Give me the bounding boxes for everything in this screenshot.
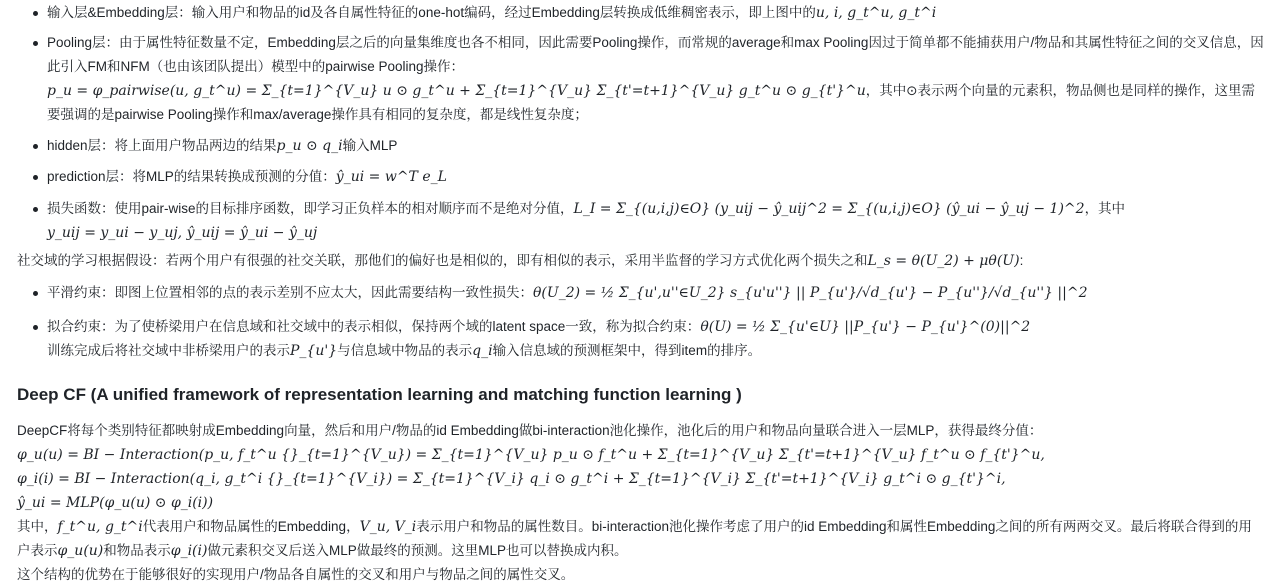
list-item — [47, 134, 1264, 158]
equation-prediction: ŷ_ui = MLP(φ_u(u) ⊙ φ_i(i)) — [17, 495, 214, 511]
bullet-text-after: 输入MLP — [342, 138, 398, 153]
math-formula: θ(U_2) = ½ Σ_{u',u''∈U_2} s_{u'u''} || P_{u'}/√d_{u'} − P_{u''}/√d_{u''} ||^2 — [533, 285, 1088, 301]
equation-user: φ_u(u) = BI − Interaction(p_u, f_t^u {}_{t=1}^{V_u}) = Σ_{t=1}^{V_u} p_u ⊙ f_t^u + Σ_{t=1}^{V_u} Σ_{t'=t+1}^{V_u} f_t^u ⊙ f_{t'}^u, — [17, 447, 1045, 463]
conclusion-paragraph: 这个结构的优势在于能够很好的实现用户/物品各自属性的交叉和用户与物品之间的属性交叉。 — [17, 567, 575, 582]
bullet-text: prediction层：将MLP的结果转换成预测的分值： — [47, 169, 336, 184]
list-item — [47, 197, 1264, 245]
social-paragraph — [0, 249, 1264, 273]
top-bullet-list — [0, 0, 1264, 245]
bullet-text: 平滑约束：即图上位置相邻的点的表示差别不应太大，因此需要结构一致性损失： — [47, 285, 533, 300]
list-item — [47, 165, 1264, 189]
math-formula: u, i, g_t^u, g_t^i — [815, 5, 937, 21]
list-item — [47, 315, 1264, 339]
note-text: 训练完成后将社交域中非桥梁用户的表示 — [47, 343, 290, 358]
explain-paragraph — [0, 515, 1264, 563]
bullet-text: 损失函数：使用pair-wise的目标排序函数，即学习正负样本的相对顺序而不是绝对分值， — [47, 201, 574, 216]
explain-text: 和物品表示 — [103, 543, 171, 558]
math-formula: p_u = φ_pairwise(u, g_t^u) = Σ_{t=1}^{V_u} u ⊙ g_t^u + Σ_{t=1}^{V_u} Σ_{t'=t+1}^{V_u} g_t^u ⊙ g_{t'}^u — [47, 83, 866, 99]
bullet-text: 拟合约束：为了使桥梁用户在信息域和社交域中的表示相似，保持两个域的latent space一致，称为拟合约束： — [47, 319, 701, 334]
math-formula: φ_u(u) — [57, 543, 104, 559]
explain-text: 代表用户和物品属性的Embedding， — [142, 519, 360, 534]
math-formula: V_u, V_i — [359, 519, 417, 535]
equation-item: φ_i(i) = BI − Interaction(q_i, g_t^i {}_{t=1}^{V_i}) = Σ_{t=1}^{V_i} q_i ⊙ g_t^i + Σ_{t=1}^{V_i} Σ_{t'=t+1}^{V_i} g_t^i ⊙ g_{t'}^i, — [17, 471, 1006, 487]
math-formula: f_t^u, g_t^i — [57, 519, 143, 535]
bullet-text-after: ，其中 — [1084, 201, 1126, 216]
list-item — [47, 31, 1264, 127]
paragraph-text: 社交域的学习根据假设：若两个用户有很强的社交关联，那他们的偏好也是相似的，即有相似的表示，采用半监督的学习方式优化两个损失之和 — [17, 253, 868, 268]
math-formula: L_I = Σ_{(u,i,j)∈O} (y_uij − ŷ_uij^2 = Σ_{(u,i,j)∈O} (ŷ_ui − ŷ_uj − 1)^2 — [573, 201, 1085, 217]
bullet-text: 输入层&Embedding层：输入用户和物品的id及各自属性特征的one-hot编码，经过Embedding层转换成低维稠密表示，即上图中的 — [47, 5, 816, 20]
social-bullet-list — [0, 281, 1264, 339]
bullet-text: hidden层：将上面用户物品两边的结果 — [47, 138, 277, 153]
note-text-after: 输入信息域的预测框架中，得到item的排序。 — [492, 343, 762, 358]
math-formula: q_i — [472, 343, 493, 359]
bullet-text: Pooling层：由于属性特征数量不定，Embedding层之后的向量集维度也各不相同，因此需要Pooling操作，而常规的average和max Pooling因过于简单都不能捕获用户/物品和其属性特征之间的交叉信息，因此引入FM和NFM（也由该团队提出）模型中的pairwise Pooling操作： — [47, 35, 1264, 74]
training-note — [0, 339, 1264, 363]
explain-text: 表示用户和物品的属性数目。bi-interaction池化操作考虑了用户的id Embedding和属性Embedding之间的所有两两交叉。最后将联合得到的用户表示 — [17, 519, 1252, 558]
explain-text: 做元素积交叉后送入MLP做最终的预测。这里MLP也可以替换成内积。 — [207, 543, 628, 558]
paragraph-text-after: : — [1019, 253, 1024, 268]
math-formula: y_uij = y_ui − y_uj, ŷ_uij = ŷ_ui − ŷ_uj — [47, 225, 318, 241]
bullet-text-after: ，其中⊙表示两个向量的元素积，物品侧也是同样的操作，这里需要强调的是pairwise Pooling操作和max/average操作具有相同的复杂度，都是线性复杂度； — [47, 83, 1256, 122]
list-item — [47, 1, 1264, 25]
math-formula: p_u ⊙ q_i — [276, 138, 343, 154]
math-formula: θ(U) = ½ Σ_{u'∈U} ||P_{u'} − P_{u'}^(0)||^2 — [700, 319, 1031, 335]
explain-text: 其中， — [17, 519, 58, 534]
list-item — [47, 281, 1264, 305]
math-formula: ŷ_ui = w^T e_L — [335, 169, 447, 185]
section-heading: Deep CF (A unified framework of representation learning and matching function learning ) — [17, 385, 742, 404]
math-formula: P_{u'} — [290, 343, 338, 359]
intro-paragraph: DeepCF将每个类别特征都映射成Embedding向量，然后和用户/物品的id Embedding做bi-interaction池化操作，池化后的用户和物品向量联合进入一层MLP，获得最终分值： — [17, 423, 1043, 438]
math-formula: φ_i(i) — [170, 543, 208, 559]
note-text-mid: 与信息域中物品的表示 — [337, 343, 473, 358]
math-formula: L_s = θ(U_2) + μθ(U) — [867, 253, 1020, 269]
